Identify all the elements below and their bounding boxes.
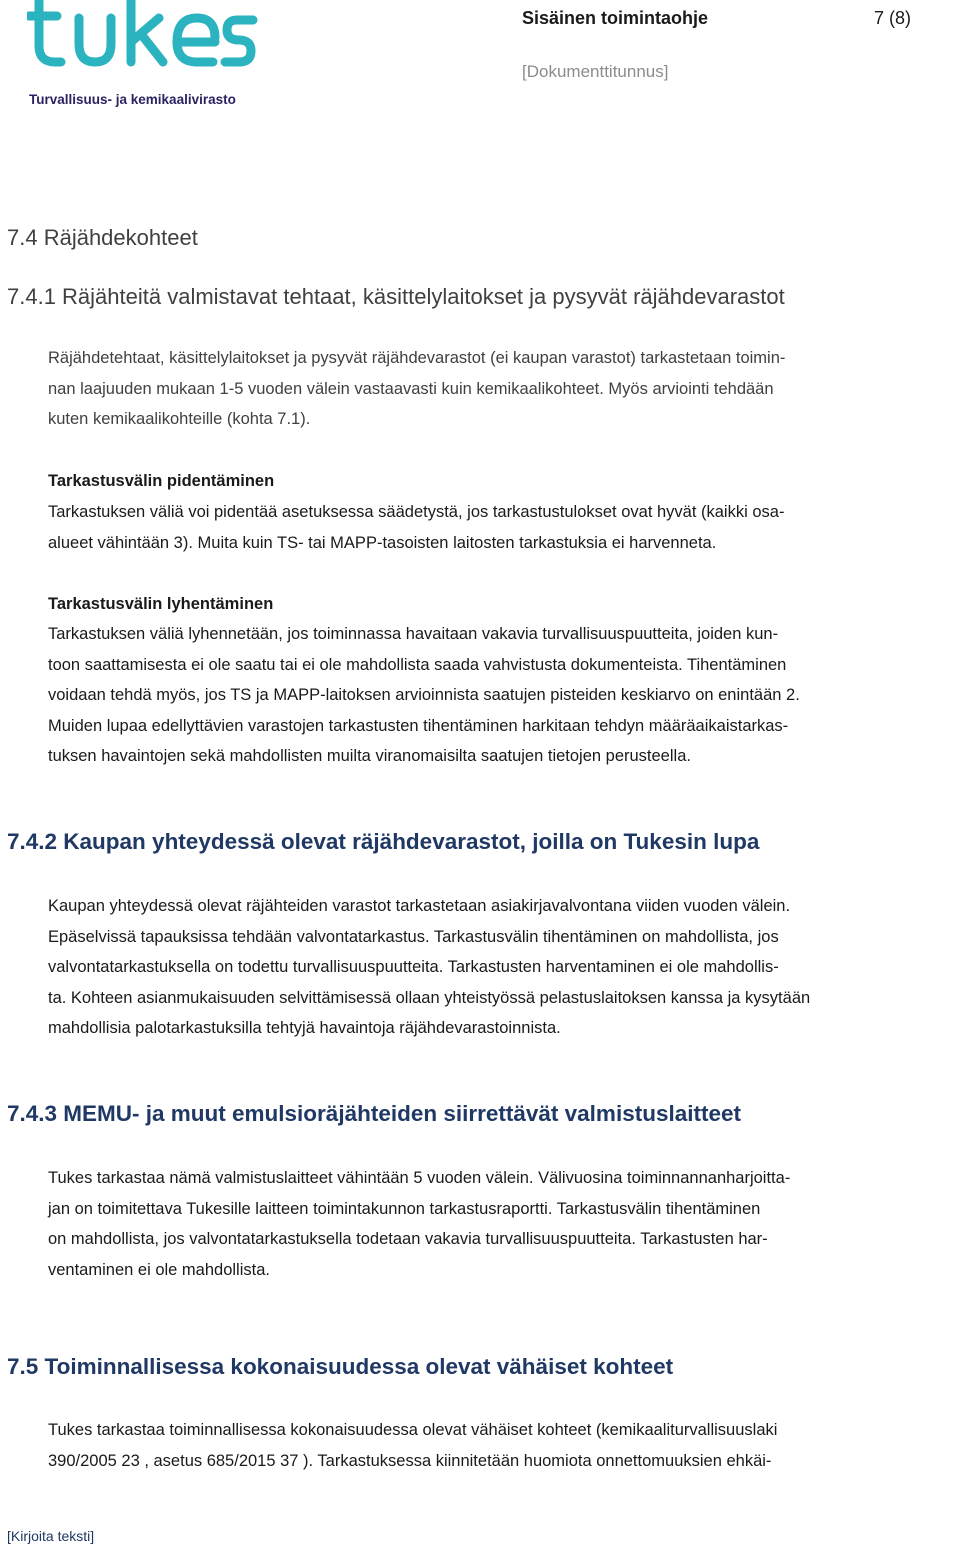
heading-7-4-2: 7.4.2 Kaupan yhteydessä olevat räjähdevarastot, joilla on Tukesin lupa <box>7 829 760 854</box>
text-line: ventaminen ei ole mahdollista. <box>48 1260 270 1279</box>
logo-wordmark <box>27 0 259 99</box>
logo-tagline: Turvallisuus- ja kemikaalivirasto <box>29 92 236 107</box>
text-line: Tarkastuksen väliä lyhennetään, jos toiminnassa havaitaan vakavia turvallisuuspuutteita, joiden kun- <box>48 625 779 643</box>
text-line: ta. Kohteen asianmukaisuuden selvittämisessä ollaan yhteistyössä pelastuslaitoksen kanssa ja kysytään <box>48 988 811 1007</box>
text-line: 390/2005 23 , asetus 685/2015 37 ). Tarkastuksessa kiinnitetään huomiota onnettomuuksien ehkäi- <box>48 1451 772 1470</box>
tukes-wordmark-icon <box>27 0 259 78</box>
text-line: on mahdollista, jos valvontatarkastuksella todetaan vakavia turvallisuuspuutteita. Tarkastusten har- <box>48 1230 768 1248</box>
text-line: toon saattamisesta ei ole saatu tai ei ole mahdollista saada vahvistusta dokumenteista. Tihentäminen <box>48 655 787 674</box>
subheading-pidentaminen: Tarkastusvälin pidentäminen <box>48 472 275 490</box>
document-title: Sisäinen toimintaohje <box>522 8 709 28</box>
text-line: kuten kemikaalikohteille (kohta 7.1). <box>48 410 311 428</box>
text-line: tuksen havaintojen sekä mahdollisten muilta viranomaisilta saatujen tietojen perusteella. <box>48 747 691 765</box>
footer-placeholder: [Kirjoita teksti] <box>7 1528 95 1544</box>
heading-7-4-3: 7.4.3 MEMU- ja muut emulsioräjähteiden siirrettävät valmistuslaitteet <box>7 1101 741 1126</box>
paragraph-pidentaminen <box>48 497 953 558</box>
text-line: Tukes tarkastaa toiminnallisessa kokonaisuudessa olevat vähäiset kohteet (kemikaaliturvallisuuslaki <box>48 1421 778 1439</box>
text-line: Tarkastuksen väliä voi pidentää asetuksessa säädetystä, jos tarkastustulokset ovat hyvät (kaikki osa- <box>48 503 785 521</box>
text-line: Epäselvissä tapauksissa tehdään valvontatarkastus. Tarkastusvälin tihentäminen on mahdollista, jos <box>48 927 779 946</box>
text-line: jan on toimitettava Tukesille laitteen toimintakunnon tarkastusraportti. Tarkastusvälin tihentäminen <box>48 1199 761 1218</box>
text-line: valvontatarkastuksella on todettu turvallisuuspuutteita. Tarkastusten harventaminen ei ole mahdollis- <box>48 958 779 976</box>
text-line: mahdollisia palotarkastuksilla tehtyjä havaintoja räjähdevarastoinnista. <box>48 1019 561 1037</box>
text-line: Kaupan yhteydessä olevat räjähteiden varastot tarkastetaan asiakirjavalvontana viiden vuoden välein. <box>48 897 791 915</box>
subheading-lyhentaminen: Tarkastusvälin lyhentäminen <box>48 595 274 613</box>
text-line: nan laajuuden mukaan 1-5 vuoden välein vastaavasti kuin kemikaalikohteet. Myös arviointi tehdään <box>48 379 774 398</box>
paragraph-7-4-1 <box>48 343 953 435</box>
heading-7-4-1: 7.4.1 Räjähteitä valmistavat tehtaat, käsittelylaitokset ja pysyvät räjähdevarastot <box>7 284 785 309</box>
document-id: [Dokumenttitunnus] <box>522 62 669 81</box>
paragraph-7-5 <box>48 1415 953 1476</box>
text-line: Räjähdetehtaat, käsittelylaitokset ja pysyvät räjähdevarastot (ei kaupan varastot) tarkastetaan toimin- <box>48 349 786 367</box>
paragraph-7-4-3 <box>48 1163 953 1285</box>
page-number: 7 (8) <box>874 8 912 28</box>
text-line: Muiden lupaa edellyttävien varastojen tarkastusten tihentäminen harkitaan tehdyn määräaikaistarkas- <box>48 716 789 735</box>
text-line: voidaan tehdä myös, jos TS ja MAPP-laitoksen arvioinnista saatujen pisteiden keskiarvo on enintään 2. <box>48 686 800 704</box>
text-line: alueet vähintään 3). Muita kuin TS- tai MAPP-tasoisten laitosten tarkastuksia ei harvenneta. <box>48 533 717 552</box>
text-line: Tukes tarkastaa nämä valmistuslaitteet vähintään 5 vuoden välein. Välivuosina toiminnannanharjoitta- <box>48 1169 791 1187</box>
heading-7-4: 7.4 Räjähdekohteet <box>7 225 198 250</box>
heading-7-5: 7.5 Toiminnallisessa kokonaisuudessa olevat vähäiset kohteet <box>7 1354 674 1379</box>
paragraph-7-4-2 <box>48 891 953 1044</box>
paragraph-lyhentaminen <box>48 619 953 772</box>
tukes-logo <box>27 2 259 110</box>
